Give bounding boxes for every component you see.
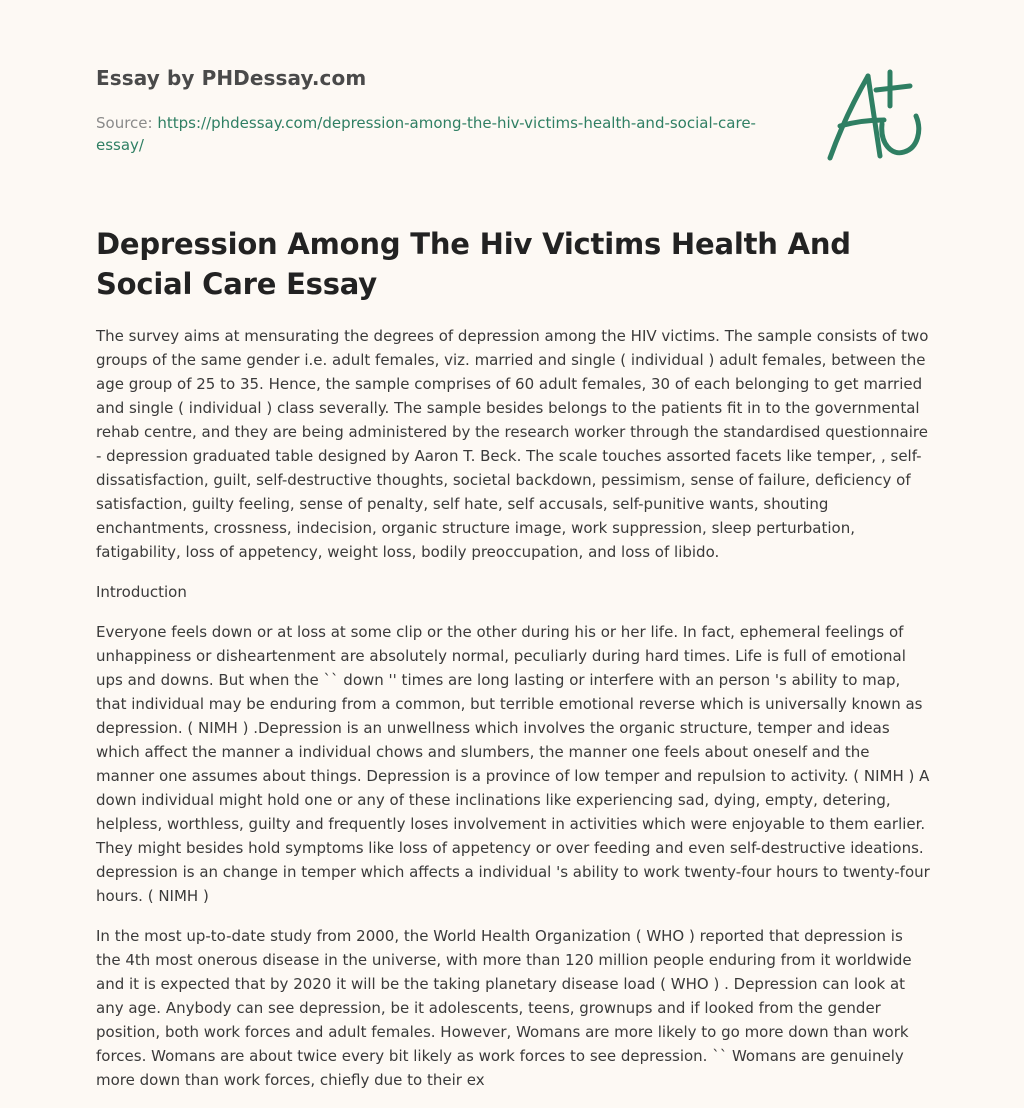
source-line <box>96 112 776 156</box>
source-link[interactable]: https://phdessay.com/depression-among-the-hiv-victims-health-and-social-care-essay/ <box>96 114 756 154</box>
essay-body <box>96 324 930 1108</box>
paragraph-introduction: Everyone feels down or at loss at some clip or the other during his or her life. In fact, ephemeral feelings of unhappiness or disheartenment are absolutely normal, peculiarly during hard times. Life is full of emotional ups and downs. But when the `` down '' times are long lasting or interfere with an person 's ability to map, that individual may be enduring from a common, but terrible emotional reverse which is universally known as depression. ( NIMH ) .Depression is an unwellness which involves the organic structure, temper and ideas which affect the manner a individual chows and slumbers, the manner one feels about oneself and the manner one assumes about things. Depression is a province of low temper and repulsion to activity. ( NIMH ) A down individual might hold one or any of these inclinations like experiencing sad, dying, empty, detering, helpless, worthless, guilty and frequently loses involvement in activities which were enjoyable to them earlier. They might besides hold symptoms like loss of appetency or over feeding and even self-destructive ideations. depression is an change in temper which affects a individual 's ability to work twenty-four hours to twenty-four hours. ( NIMH ) <box>96 623 930 905</box>
essay-title: Depression Among The Hiv Victims Health And Social Care Essay <box>96 227 851 301</box>
a-plus-logo-icon <box>818 64 936 168</box>
paragraph-abstract: The survey aims at mensurating the degrees of depression among the HIV victims. The sample consists of two groups of the same gender i.e. adult females, viz. married and single ( individual ) adult females, between the age group of 25 to 35. Hence, the sample comprises of 60 adult females, 30 of each belonging to get married and single ( individual ) class severally. The sample besides belongs to the patients fit in to the governmental rehab centre, and they are being administered by the research worker through the standardised questionnaire - depression graduated table designed by Aaron T. Beck. The scale touches assorted facets like temper, , self-dissatisfaction, guilt, self-destructive thoughts, societal backdown, pessimism, sense of failure, deficiency of satisfaction, guilty feeling, sense of penalty, self hate, self accusals, self-punitive wants, shouting enchantments, crossness, indecision, organic structure image, work suppression, sleep perturbation, fatigability, loss of appetency, weight loss, bodily preoccupation, and loss of libido. <box>96 327 929 561</box>
paragraph-who-report: In the most up-to-date study from 2000, the World Health Organization ( WHO ) reported that depression is the 4th most onerous disease in the universe, with more than 120 million people enduring from it worldwide and it is expected that by 2020 it will be the taking planetary disease load ( WHO ) . Depression can look at any age. Anybody can see depression, be it adolescents, teens, grownups and if looked from the gender position, both work forces and adult females. However, Womans are more likely to go more down than work forces. Womans are about twice every bit likely as work forces to see depression. `` Womans are genuinely more down than work forces, chiefly due to their ex <box>96 927 912 1089</box>
site-brand: Essay by PHDessay.com <box>96 66 367 90</box>
section-heading-introduction: Introduction <box>96 583 187 601</box>
source-label: Source: <box>96 114 153 132</box>
